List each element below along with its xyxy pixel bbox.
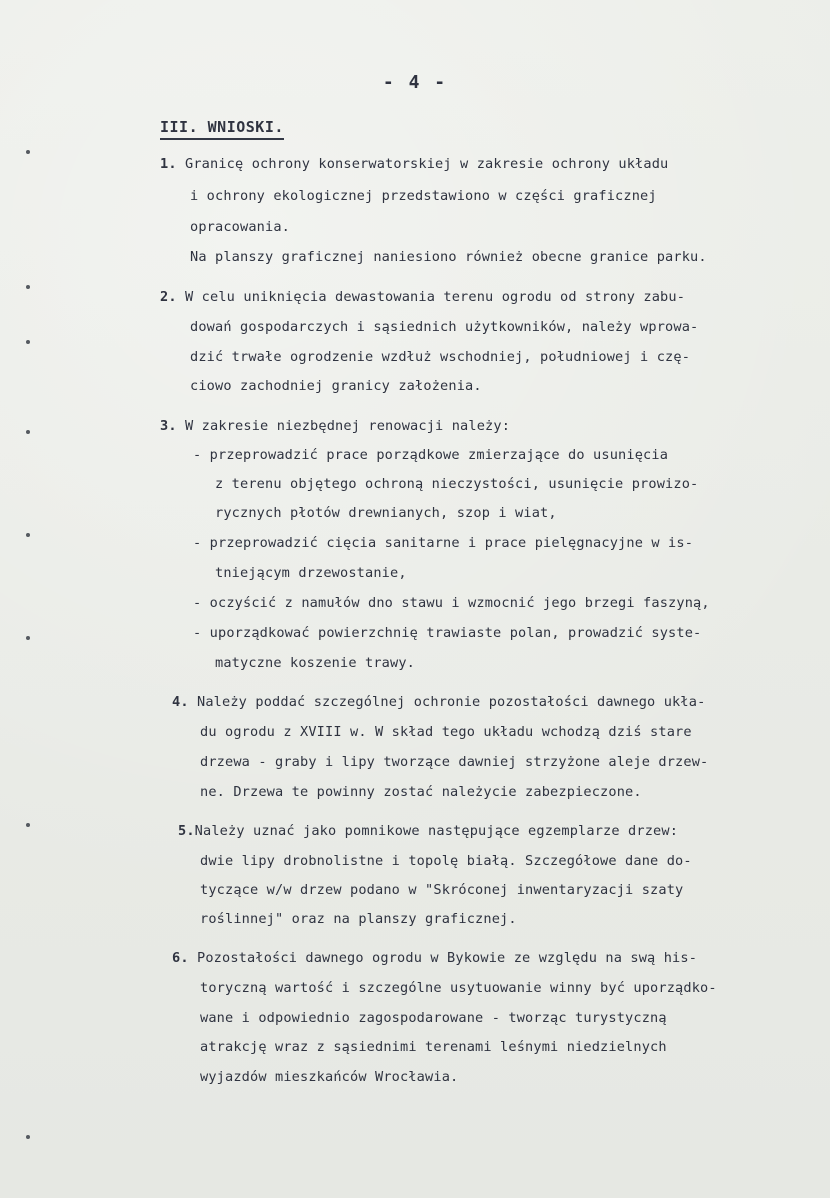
item-number: 4. <box>172 694 189 710</box>
item-number: 6. <box>172 950 189 966</box>
item-line: drzewa - graby i lipy tworzące dawniej strzyżone aleje drzew- <box>200 754 709 770</box>
item-line: opracowania. <box>190 219 291 235</box>
punch-mark <box>26 533 30 537</box>
punch-mark <box>26 636 30 640</box>
item-number: 2. <box>160 289 177 305</box>
item-line: toryczną wartość i szczególne usytuowanie winny być uporządko- <box>200 980 717 996</box>
list-item-1 <box>160 150 668 179</box>
item-line: i ochrony ekologicznej przedstawiono w części graficznej <box>190 188 657 204</box>
item-line: wyjazdów mieszkańców Wrocławia. <box>200 1069 459 1085</box>
punch-mark <box>26 285 30 289</box>
item-line: dowań gospodarczych i sąsiednich użytkowników, należy wprowa- <box>190 319 699 335</box>
item-line: Na planszy graficznej naniesiono również obecne granice parku. <box>190 249 707 265</box>
item-line: Należy uznać jako pomnikowe następujące egzemplarze drzew: <box>194 823 679 839</box>
item-line: tyczące w/w drzew podano w "Skróconej inwentaryzacji szaty <box>200 882 684 898</box>
item-line: Pozostałości dawnego ogrodu w Bykowie ze względu na swą his- <box>197 950 698 966</box>
list-item-2 <box>160 283 685 312</box>
item-line: atrakcję wraz z sąsiednimi terenami leśnymi niedzielnych <box>200 1039 667 1055</box>
page-number: - 4 - <box>382 72 448 93</box>
punch-mark <box>26 1135 30 1139</box>
item-line: roślinnej" oraz na planszy graficznej. <box>200 911 517 927</box>
punch-mark <box>26 150 30 154</box>
item-line: ne. Drzewa te powinny zostać należycie zabezpieczone. <box>200 784 642 800</box>
punch-mark <box>26 430 30 434</box>
item-line: wane i odpowiednio zagospodarowane - tworząc turystyczną <box>200 1010 667 1026</box>
list-item-4 <box>172 688 705 717</box>
item-line: du ogrodu z XVIII w. W skład tego układu wchodzą dziś stare <box>200 724 692 740</box>
bullet-line: - przeprowadzić cięcia sanitarne i prace pielęgnacyjne w is- <box>193 535 694 551</box>
bullet-line: matyczne koszenie trawy. <box>215 655 416 671</box>
list-item-3 <box>160 412 510 441</box>
bullet-line: - uporządkować powierzchnię trawiaste polan, prowadzić syste- <box>193 625 702 641</box>
item-number: 3. <box>160 418 177 434</box>
item-line: Granicę ochrony konserwatorskiej w zakresie ochrony układu <box>185 156 669 172</box>
punch-mark <box>26 823 30 827</box>
item-number: 5. <box>178 823 195 839</box>
list-item-6 <box>172 944 697 973</box>
bullet-line: - przeprowadzić prace porządkowe zmierzające do usunięcia <box>193 447 669 463</box>
bullet-line: z terenu objętego ochroną nieczystości, usunięcie prowizo- <box>215 476 699 492</box>
punch-mark <box>26 340 30 344</box>
item-line: dzić trwałe ogrodzenie wzdłuż wschodniej, południowej i czę- <box>190 349 691 365</box>
item-line: W zakresie niezbędnej renowacji należy: <box>185 418 511 434</box>
section-heading: III. WNIOSKI. <box>160 118 284 140</box>
item-line: dwie lipy drobnolistne i topolę białą. Szczegółowe dane do- <box>200 853 692 869</box>
bullet-line: rycznych płotów drewnianych, szop i wiat, <box>215 505 557 521</box>
bullet-line: - oczyścić z namułów dno stawu i wzmocnić jego brzegi faszyną, <box>193 595 710 611</box>
item-number: 1. <box>160 156 177 172</box>
bullet-line: tniejącym drzewostanie, <box>215 565 407 581</box>
item-line: Należy poddać szczególnej ochronie pozostałości dawnego ukła- <box>197 694 706 710</box>
item-line: W celu uniknięcia dewastowania terenu ogrodu od strony zabu- <box>185 289 686 305</box>
item-line: ciowo zachodniej granicy założenia. <box>190 378 482 394</box>
list-item-5 <box>178 817 678 846</box>
